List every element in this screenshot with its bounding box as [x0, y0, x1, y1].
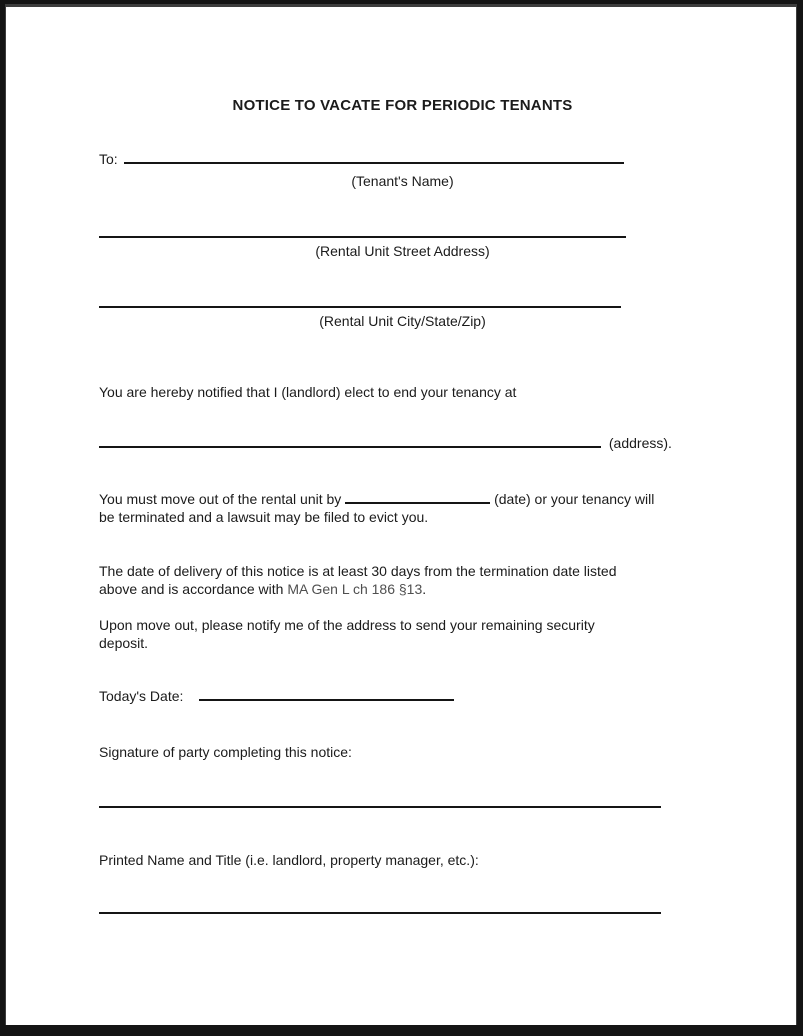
delivery-paragraph	[99, 562, 706, 598]
statute-period: .	[422, 581, 427, 597]
document-title: NOTICE TO VACATE FOR PERIODIC TENANTS	[232, 97, 573, 114]
address-field-row	[99, 434, 706, 452]
deposit-paragraph	[99, 616, 706, 652]
street-address-caption: (Rental Unit Street Address)	[315, 243, 490, 259]
tenant-name-caption: (Tenant's Name)	[351, 173, 454, 189]
signature-label: Signature of party completing this notice:	[99, 744, 352, 760]
address-blank-line	[99, 446, 601, 448]
printed-name-label: Printed Name and Title (i.e. landlord, property manager, etc.):	[99, 852, 479, 868]
moveout-text-line2: be terminated and a lawsuit may be filed to evict you.	[99, 509, 429, 525]
notice-statement: You are hereby notified that I (landlord) elect to end your tenancy at	[99, 384, 517, 400]
printed-name-blank-line	[99, 912, 661, 914]
to-label: To:	[99, 151, 118, 167]
todays-date-blank-line	[199, 699, 454, 701]
city-state-zip-caption: (Rental Unit City/State/Zip)	[319, 313, 486, 329]
form-content	[5, 4, 706, 914]
city-state-zip-blank-line	[99, 306, 621, 308]
moveout-paragraph	[99, 488, 706, 526]
delivery-text-line1: The date of delivery of this notice is at least 30 days from the termination date listed	[99, 563, 617, 579]
tenant-name-field-row	[99, 150, 706, 168]
todays-date-field-row	[99, 687, 706, 705]
deposit-text-line1: Upon move out, please notify me of the address to send your remaining security	[99, 617, 595, 633]
street-address-blank-line	[99, 236, 626, 238]
statute-reference: MA Gen L ch 186 §13	[287, 581, 423, 597]
moveout-text-before: You must move out of the rental unit by	[99, 491, 342, 507]
deposit-text-line2: deposit.	[99, 635, 149, 651]
delivery-text-line2: above and is accordance with	[99, 581, 284, 597]
tenant-name-blank-line	[124, 162, 624, 164]
moveout-text-after: (date) or your tenancy will	[494, 491, 655, 507]
address-caption: (address).	[608, 435, 672, 451]
signature-blank-line	[99, 806, 661, 808]
moveout-date-blank-line	[345, 488, 490, 504]
todays-date-label: Today's Date:	[99, 688, 184, 704]
